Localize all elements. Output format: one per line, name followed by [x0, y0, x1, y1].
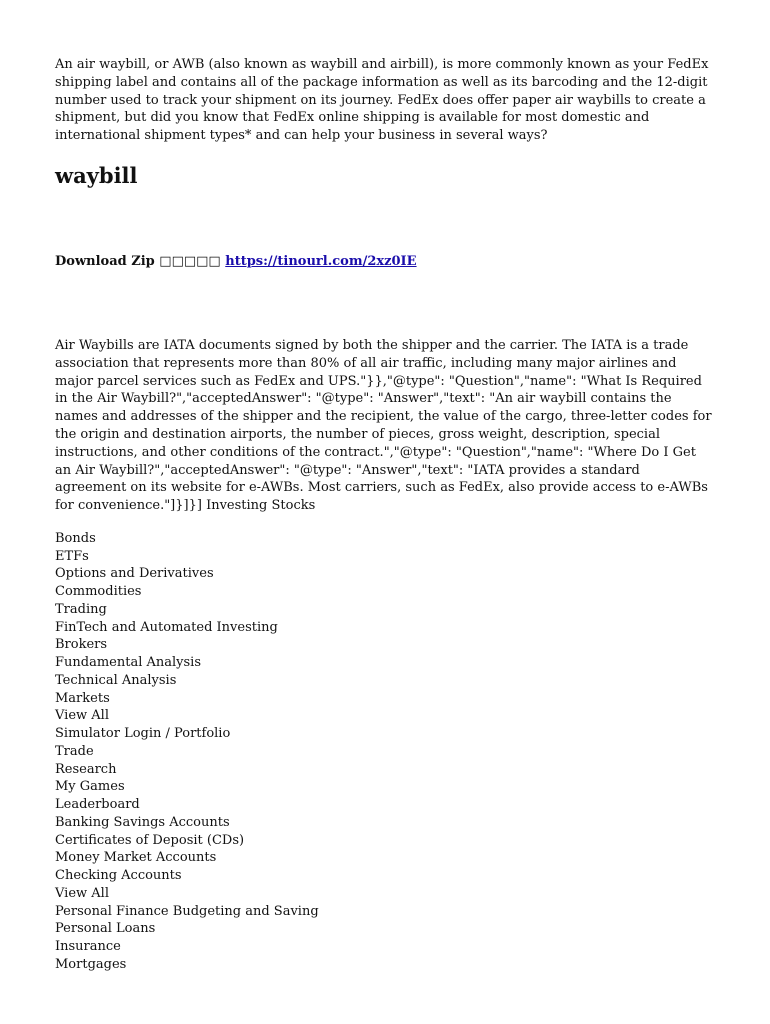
list-item: Trading: [55, 601, 107, 617]
download-link[interactable]: https://tinourl.com/2xz0IE: [225, 253, 417, 269]
intro-paragraph: An air waybill, or AWB (also known as waybill and airbill), is more commonly known as your FedEx shipping label and contains all of the package information as well as its barcoding and the 12-digit number used to track your shipment on its journey. FedEx does offer paper air waybills to create a shipment, but did you know that FedEx online shipping is available for most domestic and international shipment types* and can help your business in several ways?: [55, 57, 709, 144]
list-item: Markets: [55, 690, 110, 706]
list-item: View All: [55, 885, 109, 901]
list-item: Bonds: [55, 530, 96, 546]
download-line: [55, 253, 714, 270]
list-item: My Games: [55, 779, 125, 795]
page-heading: waybill: [55, 162, 138, 188]
list-item: FinTech and Automated Investing: [55, 619, 278, 635]
list-item: Simulator Login / Portfolio: [55, 726, 231, 742]
body-paragraph: Air Waybills are IATA documents signed by both the shipper and the carrier. The IATA is a trade association that represents more than 80% of all air traffic, including many major airlines and major parcel services such as FedEx and UPS."}},"@type": "Question","name": "What Is Required in the Air Waybill?","acceptedAnswer": "@type": "Answer","text": "An air waybill contains the names and addresses of the shipper and the recipient, the value of the cargo, three-letter codes for the origin and destination airports, the number of pieces, gross weight, description, special instructions, and other conditions of the contract.","@type": "Question","name": "Where Do I Get an Air Waybill?","acceptedAnswer": "@type": "Answer","text": "IATA provides a standard agreement on its website for e-AWBs. Most carriers, such as FedEx, also provide access to e-AWBs for convenience."]}]}] Investing Stocks: [55, 337, 712, 514]
list-item: Banking Savings Accounts: [55, 814, 230, 830]
list-item: Brokers: [55, 637, 108, 653]
list-item: Leaderboard: [55, 797, 140, 813]
category-list: [55, 530, 714, 974]
placeholder-glyphs: □□□□□: [159, 253, 221, 269]
list-item: Insurance: [55, 939, 121, 955]
download-label: Download Zip: [55, 253, 155, 269]
list-item: Mortgages: [55, 956, 127, 972]
list-item: Certificates of Deposit (CDs): [55, 832, 245, 848]
list-item: View All: [55, 708, 109, 724]
list-item: Checking Accounts: [55, 868, 182, 884]
list-item: Research: [55, 761, 117, 777]
list-item: Personal Finance Budgeting and Saving: [55, 903, 319, 919]
list-item: ETFs: [55, 548, 89, 564]
list-item: Trade: [55, 743, 94, 759]
list-item: Technical Analysis: [55, 672, 177, 688]
list-item: Money Market Accounts: [55, 850, 217, 866]
list-item: Commodities: [55, 584, 142, 600]
list-item: Options and Derivatives: [55, 566, 214, 582]
list-item: Personal Loans: [55, 921, 156, 937]
list-item: Fundamental Analysis: [55, 655, 202, 671]
